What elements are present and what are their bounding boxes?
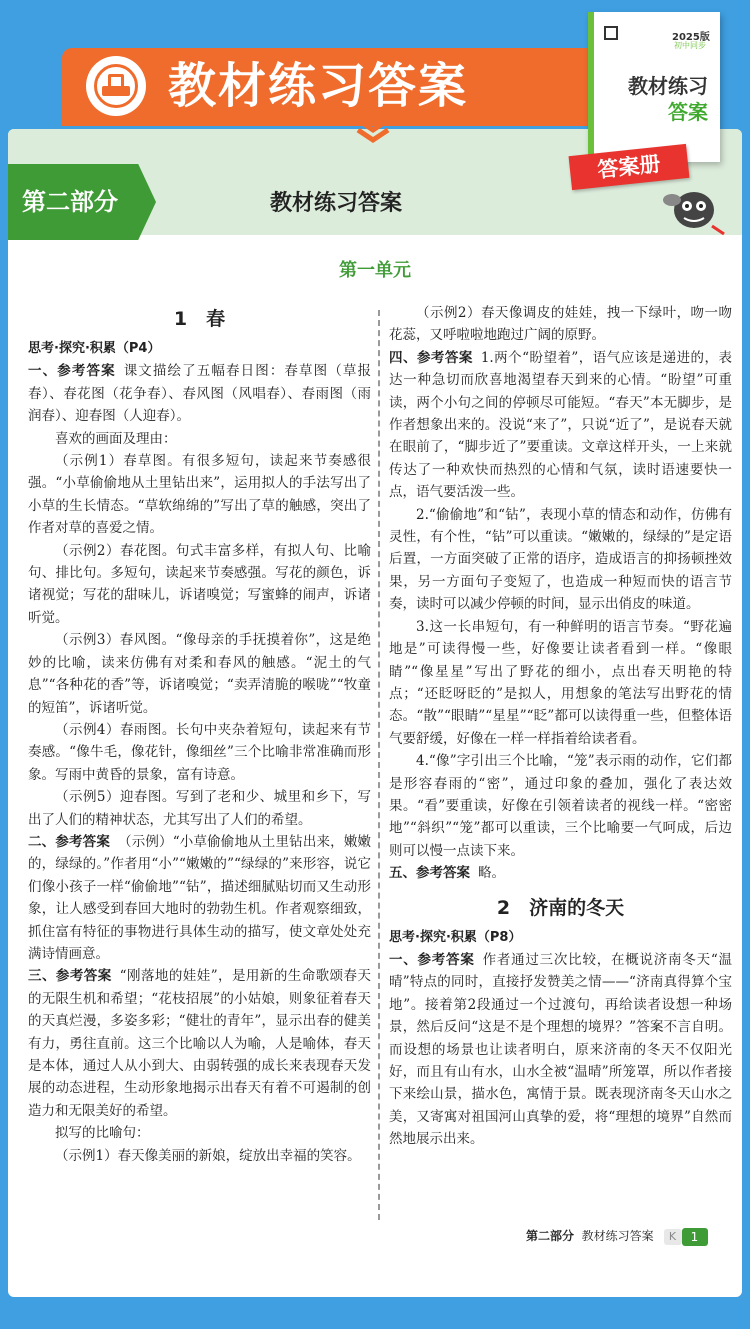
book-year: 2025版 — [672, 32, 710, 43]
lesson-title: 1 春 — [173, 308, 226, 330]
paragraph-text: “刚落地的娃娃”，是用新的生命歌颂春天的无限生机和希望；“花枝招展”的小姑娘，则象征着春天的天真烂漫，多姿多彩；“健壮的青年”，显示出春的健美有力，勇往直前。这三个比喻以人为喻，人是喻体，春天是本体，通过人从小到大、由弱转强的成长来表现春天发展的动态进程，生动形象地揭示出春天有着不可遏制的创造力和无限美好的希望。 — [28, 968, 371, 1119]
text-paragraph — [28, 428, 371, 450]
unit-title: 第一单元 — [339, 260, 411, 281]
paragraph-text: 略。 — [478, 865, 505, 882]
paragraph-text: （示例2）春花图。句式丰富多样，有拟人句、比喻句、排比句。多短句，读起来节奏感强。写花的颜色，诉诸视觉；写花的甜味儿，诉诸嗅觉；写蜜蜂的闹声，诉诸听觉。 — [28, 542, 371, 626]
paragraph-text: （示例3）春风图。“像母亲的手抚摸着你”，这是绝妙的比喻，读来仿佛有对柔和春风的触感。“泥土的气息”“各种花的香”等，诉诸嗅觉；“卖弄清脆的喉咙”“牧童的短笛”，诉诸听觉。 — [28, 632, 371, 716]
paragraph-text: 2.“偷偷地”和“钻”，表现小草的情态和动作，仿佛有灵性，有个性，“钻”可以重读。“嫩嫩的，绿绿的”是定语后置，一方面突破了正常的语序，造成语言的抑扬顿挫效果，另一方面句子变短了，也造成一种短而快的语言节奏，读时可以减少停顿的时间，显示出俏皮的味道。 — [389, 506, 732, 613]
page-footer — [526, 1224, 708, 1248]
footer-part: 第二部分 — [526, 1229, 575, 1243]
text-paragraph — [28, 629, 371, 719]
page-number: 1 — [682, 1228, 708, 1246]
text-paragraph — [28, 786, 371, 831]
section-heading: 思考·探究·积累（P8） — [389, 929, 522, 945]
section-heading: 思考·探究·积累（P4） — [28, 341, 161, 356]
answer-paragraph — [28, 831, 371, 965]
paragraph-text: （示例2）春天像调皮的娃娃，拽一下绿叶，吻一吻花蕊，又呼啦啦地跑过广阔的原野。 — [389, 305, 732, 344]
text-paragraph — [28, 1122, 371, 1144]
paragraph-text: 喜欢的画面及理由： — [55, 430, 177, 447]
text-paragraph — [28, 540, 371, 630]
text-paragraph — [389, 616, 732, 750]
chevron-down-icon — [354, 118, 392, 144]
answer-paragraph — [389, 347, 732, 504]
answer-label: 一、参考答案 — [389, 951, 475, 968]
answer-label: 五、参考答案 — [389, 865, 470, 882]
text-paragraph — [389, 302, 732, 347]
book-title-line2: 答案 — [668, 100, 708, 124]
answer-label: 一、参考答案 — [28, 363, 116, 380]
left-column — [28, 302, 371, 1167]
paragraph-text: （示例）“小草偷偷地从土里钻出来，嫩嫩的，绿绿的。”作者用“小”“嫩嫩的”“绿绿的”来形容，说它们像小孩子一样“偷偷地”“钻”，描述细腻贴切而又生动形象，让人感受到春回大地时的勃勃生机。作者观察细致，抓住富有特征的事物进行具体生动的描写，使文章处处充满诗情画意。 — [28, 833, 372, 962]
paragraph-text: 1.两个“盼望着”，语气应该是递进的，表达一种急切而欣喜地渴望春天到来的心情。“盼望”可重读，两个小句之间的停顿尽可能短。“春天”本无脚步，是作者想象出来的。没说“来了”，只说“近了”，是说春天就在眼前了，“脚步近了”要重读。文章这样开头，一上来就传达了一种欢快而热烈的心情和气氛，读时语速要快一点，语气要活泼一些。 — [389, 349, 732, 501]
paragraph-text: （示例1）春草图。有很多短句，读起来节奏感很强。“小草偷偷地从土里钻出来”，运用拟人的手法写出了小草的生长情态。“草软绵绵的”写出了草的触感，突出了作者对草的喜爱之情。 — [28, 453, 371, 537]
answer-paragraph — [389, 862, 732, 884]
part-label: 第二部分 — [22, 188, 118, 216]
answer-paragraph — [28, 965, 371, 1122]
book-title-line1: 教材练习 — [628, 74, 708, 98]
mascot-icon — [654, 180, 730, 238]
paragraph-text: 拟写的比喻句： — [55, 1125, 150, 1142]
paragraph-text: 课文描绘了五幅春日图：春草图（草报春）、春花图（花争春）、春风图（风唱春）、春雨图（雨润春）、迎春图（人迎春）。 — [28, 363, 372, 425]
page-title: 教材练习答案 — [270, 191, 403, 216]
text-paragraph — [389, 504, 732, 616]
paragraph-text: 4.“像”字引出三个比喻，“笼”表示雨的动作，它们都是形容春雨的“密”，通过印象的叠加，强化了表达效果。“看”要重读，好像在引领着读者的视线一样。“密密地”“斜织”“笼”都可以重读，三个比喻要一气呵成，后边则可以慢一点读下来。 — [389, 753, 732, 859]
paragraph-text: 3.这一长串短句，有一种鲜明的语言节奏。“野花遍地是”可读得慢一些，好像要让读者看到一样。“像眼睛”“像星星”写出了野花的细小，点出春天明艳的特点；“还眨呀眨的”是拟人，用想象的笔法写出野花的情态。“散”“眼睛”“星星”“眨”都可以读得重一些，但整体语气要舒缓，好像在一样一样指着给读者看。 — [389, 618, 732, 747]
book-cover — [588, 12, 720, 162]
publisher-logo-icon — [604, 26, 618, 40]
footer-k-badge: K — [664, 1229, 682, 1245]
footer-title: 教材练习答案 — [581, 1229, 654, 1243]
text-paragraph — [389, 750, 732, 862]
printer-icon — [86, 56, 146, 116]
book-subtitle: 初中同步 — [674, 41, 706, 50]
banner-title: 教材练习答案 — [168, 58, 469, 114]
paragraph-text: （示例4）春雨图。长句中夹杂着短句，读起来有节奏感。“像牛毛，像花针，像细丝”三个比喻非常准确而形象。写雨中黄昏的景象，富有诗意。 — [28, 721, 371, 783]
answer-book-ribbon: 答案册 — [569, 144, 690, 190]
text-paragraph — [28, 719, 371, 786]
text-paragraph — [28, 1145, 371, 1167]
answer-paragraph — [28, 360, 371, 427]
paragraph-text: （示例1）春天像美丽的新娘，绽放出幸福的笑容。 — [55, 1147, 361, 1164]
answer-label: 三、参考答案 — [28, 968, 112, 985]
answer-label: 四、参考答案 — [389, 349, 473, 366]
paragraph-text: （示例5）迎春图。写到了老和少、城里和乡下，写出了人们的精神状态，尤其写出了人们的希望。 — [28, 789, 371, 828]
answer-paragraph — [389, 949, 732, 1151]
right-column — [389, 302, 732, 1151]
answer-label: 二、参考答案 — [28, 833, 111, 850]
lesson-title: 2 济南的冬天 — [496, 896, 625, 919]
paragraph-text: 作者通过三次比较，在概说济南冬天“温晴”特点的同时，直接抒发赞美之情——“济南真得算个宝地”。接着第2段通过一个过渡句，再给读者设想一种场景，然后反问“这是不是个理想的境界？”答案不言自明。而设想的场景也让读者明白，原来济南的冬天不仅阳光好，而且有山有水，山水全被“温晴”所笼罩，所以作者接下来绘山景，描水色，寓情于景。既表现济南冬天山水之美，又寄寓对祖国河山真挚的爱，将“理想的境界”自然而然地展示出来。 — [389, 951, 732, 1148]
text-paragraph — [28, 450, 371, 540]
column-divider — [378, 310, 380, 1220]
